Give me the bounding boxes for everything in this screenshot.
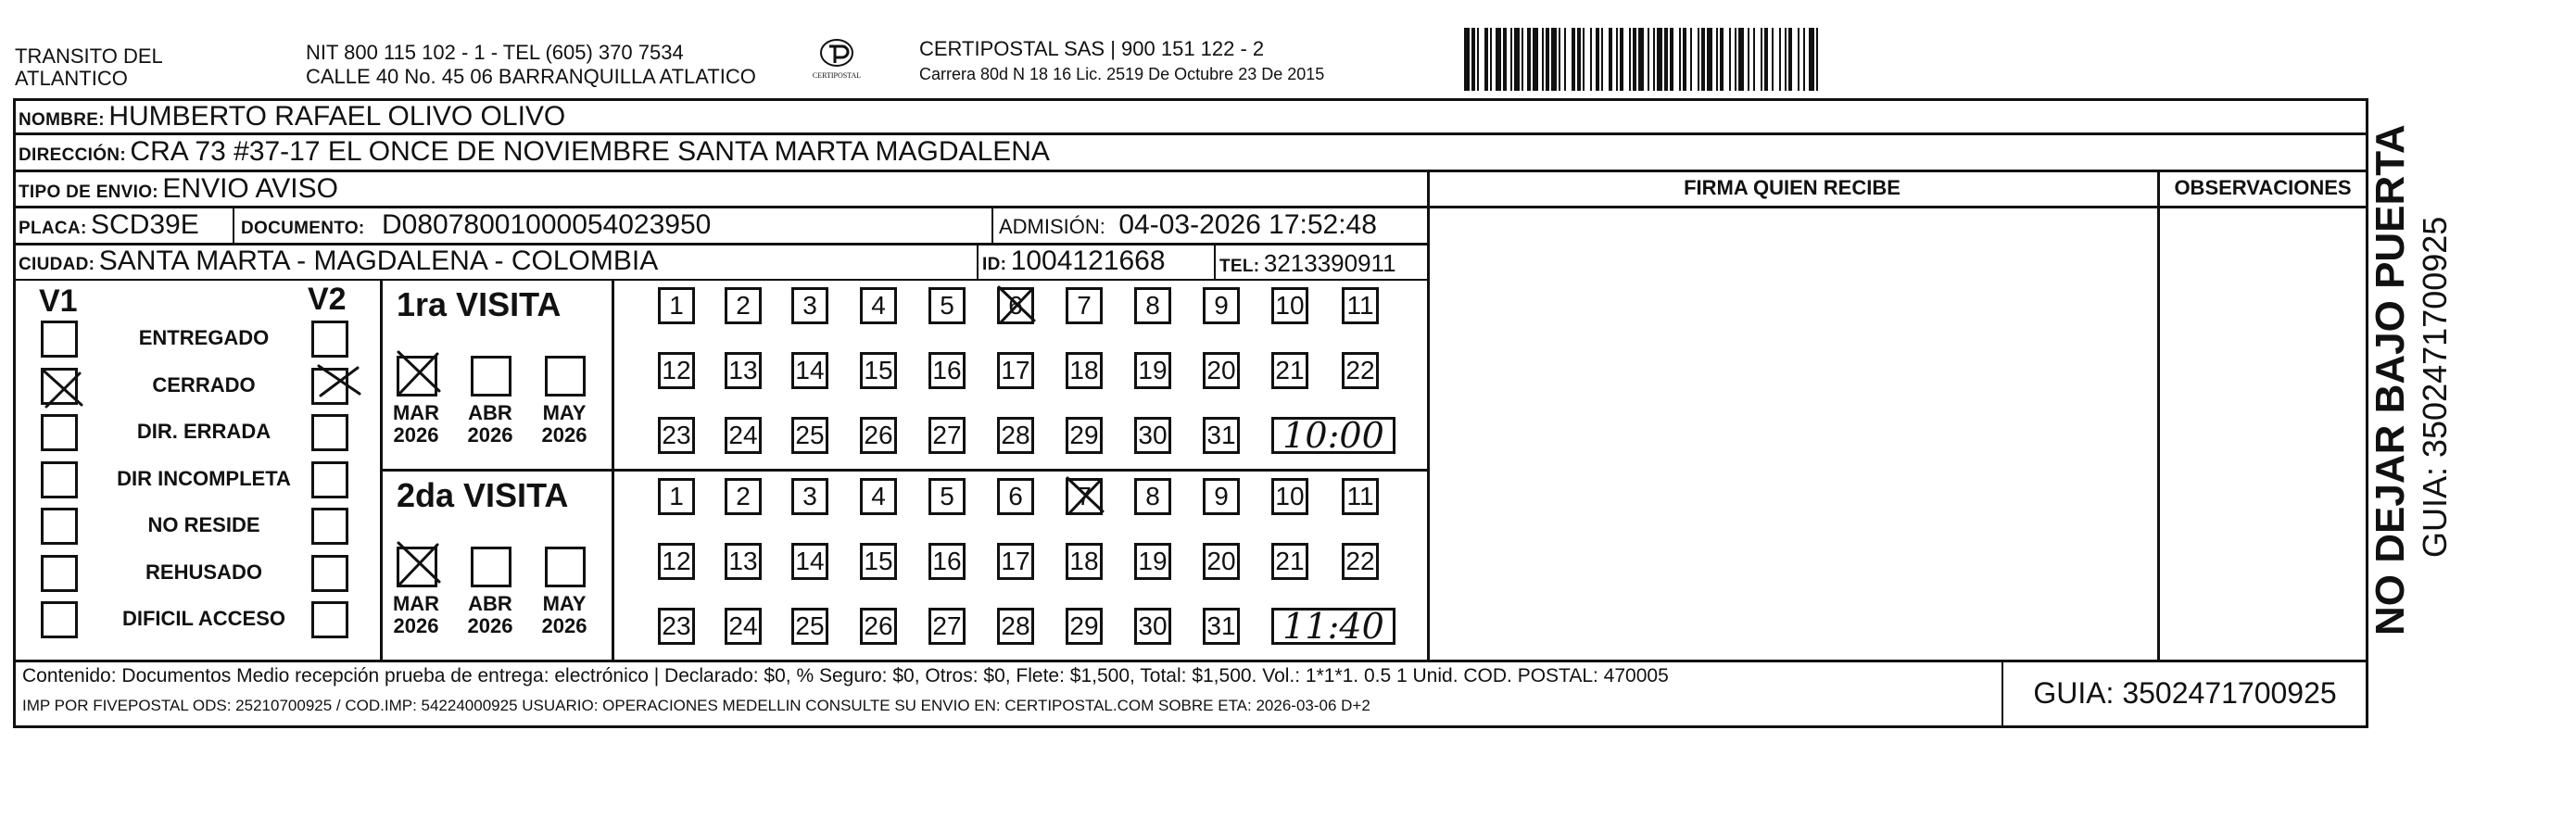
documento-row: [241, 208, 711, 246]
day-box-25[interactable]: 25: [791, 608, 828, 645]
barcode: [1464, 28, 1822, 91]
direccion-value: CRA 73 #37-17 EL ONCE DE NOVIEMBRE SANTA MARTA MAGDALENA: [130, 136, 1050, 167]
day-box-18[interactable]: 18: [1066, 543, 1103, 580]
day-box-30[interactable]: 30: [1134, 417, 1171, 454]
month-checkbox-abr[interactable]: [471, 547, 511, 587]
month-label: ABR 2026: [467, 401, 513, 447]
day-box-24[interactable]: 24: [725, 417, 762, 454]
v1-checkbox-entregado[interactable]: [41, 321, 78, 358]
day-box-26[interactable]: 26: [860, 417, 897, 454]
day-box-19[interactable]: 19: [1134, 352, 1171, 389]
status-label: NO RESIDE: [147, 513, 260, 536]
day-box-10[interactable]: 10: [1271, 287, 1308, 324]
logo-text: CERTIPOSTAL: [812, 71, 862, 80]
month-checkbox-mar[interactable]: [397, 547, 437, 587]
v1-checkbox-dir-errada[interactable]: [41, 414, 78, 451]
tipo-envio-value: ENVIO AVISO: [162, 173, 338, 204]
certipostal-logo: [804, 37, 869, 87]
day-box-3[interactable]: 3: [791, 287, 828, 324]
nombre-label: NOMBRE:: [19, 110, 105, 130]
day-box-6[interactable]: 6: [997, 287, 1034, 324]
month-label: ABR 2026: [467, 592, 513, 637]
day-box-17[interactable]: 17: [997, 352, 1034, 389]
status-label: ENTREGADO: [138, 326, 270, 349]
admision-label: ADMISIÓN:: [999, 215, 1105, 238]
v2-checkbox-dificil-acceso[interactable]: [311, 601, 348, 638]
nombre-value: HUMBERTO RAFAEL OLIVO OLIVO: [108, 101, 566, 132]
v1-checkbox-no-reside[interactable]: [41, 508, 78, 545]
id-label: ID:: [982, 255, 1007, 274]
month-label: MAY 2026: [541, 592, 587, 637]
observaciones-header: OBSERVACIONES: [2174, 176, 2352, 199]
license-line: Carrera 80d N 18 16 Lic. 2519 De Octubre 23 De 2015: [919, 65, 1325, 83]
day-box-28[interactable]: 28: [997, 608, 1034, 645]
day-box-5[interactable]: 5: [928, 287, 966, 324]
day-box-22[interactable]: 22: [1342, 352, 1379, 389]
org-name-line1: TRANSITO DEL: [15, 44, 163, 68]
visit-title: 1ra VISITA: [397, 285, 562, 323]
day-box-23[interactable]: 23: [658, 417, 695, 454]
status-label: DIR. ERRADA: [136, 420, 271, 443]
day-box-25[interactable]: 25: [791, 417, 828, 454]
day-box-1[interactable]: 1: [658, 478, 695, 515]
admision-row: [999, 208, 1377, 246]
day-box-13[interactable]: 13: [725, 543, 762, 580]
day-box-12[interactable]: 12: [658, 543, 695, 580]
day-box-22[interactable]: 22: [1342, 543, 1379, 580]
day-box-20[interactable]: 20: [1203, 543, 1240, 580]
side-guia: GUIA: 3502471700925: [2416, 216, 2454, 558]
day-box-21[interactable]: 21: [1271, 543, 1308, 580]
direccion-label: DIRECCIÓN:: [19, 145, 126, 165]
day-box-1[interactable]: 1: [658, 287, 695, 324]
admision-value: 04-03-2026 17:52:48: [1118, 209, 1377, 240]
nit-line: NIT 800 115 102 - 1 - TEL (605) 370 7534: [306, 41, 684, 64]
day-box-29[interactable]: 29: [1066, 417, 1103, 454]
status-label: DIR INCOMPLETA: [117, 466, 291, 490]
day-box-4[interactable]: 4: [860, 478, 897, 515]
day-box-2[interactable]: 2: [725, 287, 762, 324]
v1-checkbox-dir-incompleta[interactable]: [41, 461, 78, 498]
ciudad-label: CIUDAD:: [19, 255, 95, 274]
day-box-10[interactable]: 10: [1271, 478, 1308, 515]
day-box-19[interactable]: 19: [1134, 543, 1171, 580]
day-box-28[interactable]: 28: [997, 417, 1034, 454]
placa-label: PLACA:: [19, 219, 87, 238]
tipo-envio-row: [19, 172, 338, 210]
day-box-26[interactable]: 26: [860, 608, 897, 645]
ciudad-row: [19, 245, 658, 283]
status-label: CERRADO: [152, 372, 256, 397]
v2-checkbox-rehusado[interactable]: [311, 555, 348, 592]
v2-checkbox-no-reside[interactable]: [311, 508, 348, 545]
status-label: DIFICIL ACCESO: [121, 607, 285, 630]
placa-row: [19, 208, 199, 246]
v1-header: V1: [39, 283, 78, 319]
day-box-29[interactable]: 29: [1066, 608, 1103, 645]
day-box-9[interactable]: 9: [1203, 478, 1240, 515]
month-label: MAY 2026: [541, 401, 587, 447]
day-box-8[interactable]: 8: [1134, 287, 1171, 324]
day-box-18[interactable]: 18: [1066, 352, 1103, 389]
documento-value: D08078001000054023950: [382, 209, 712, 240]
day-box-11[interactable]: 11: [1342, 287, 1379, 324]
day-box-2[interactable]: 2: [725, 478, 762, 515]
v2-checkbox-dir-incompleta[interactable]: [311, 461, 348, 498]
tipo-envio-label: TIPO DE ENVIO:: [19, 183, 158, 202]
placa-value: SCD39E: [91, 209, 199, 240]
day-box-30[interactable]: 30: [1134, 608, 1171, 645]
v1-checkbox-rehusado[interactable]: [41, 555, 78, 592]
day-box-27[interactable]: 27: [928, 608, 966, 645]
day-box-15[interactable]: 15: [860, 352, 897, 389]
day-box-7[interactable]: 7: [1066, 478, 1103, 515]
side-warning: NO DEJAR BAJO PUERTA: [2368, 124, 2413, 636]
day-box-15[interactable]: 15: [860, 543, 897, 580]
month-label: MAR 2026: [392, 592, 440, 637]
tel-label: TEL:: [1219, 257, 1260, 276]
direccion-row: [19, 135, 1050, 173]
day-box-6[interactable]: 6: [997, 478, 1034, 515]
nombre-row: [19, 100, 565, 138]
month-label: MAR 2026: [392, 401, 440, 447]
day-box-11[interactable]: 11: [1342, 478, 1379, 515]
day-box-9[interactable]: 9: [1203, 287, 1240, 324]
month-checkbox-mar[interactable]: [397, 356, 437, 397]
v2-checkbox-cerrado[interactable]: [311, 368, 348, 405]
day-box-8[interactable]: 8: [1134, 478, 1171, 515]
v2-checkbox-entregado[interactable]: [311, 321, 348, 358]
day-box-31[interactable]: 31: [1203, 608, 1240, 645]
tel-value: 3213390911: [1263, 249, 1396, 277]
day-box-21[interactable]: 21: [1271, 352, 1308, 389]
visit-title: 2da VISITA: [397, 476, 569, 514]
day-box-14[interactable]: 14: [791, 543, 828, 580]
org-name-line2: ATLANTICO: [15, 67, 128, 90]
id-value: 1004121668: [1010, 246, 1166, 276]
time-box[interactable]: 11:40: [1271, 608, 1395, 645]
day-box-23[interactable]: 23: [658, 608, 695, 645]
month-checkbox-may[interactable]: [545, 547, 586, 587]
day-box-17[interactable]: 17: [997, 543, 1034, 580]
day-box-24[interactable]: 24: [725, 608, 762, 645]
v2-checkbox-dir-errada[interactable]: [311, 414, 348, 451]
day-box-5[interactable]: 5: [928, 478, 966, 515]
firma-header: FIRMA QUIEN RECIBE: [1684, 176, 1900, 199]
day-box-31[interactable]: 31: [1203, 417, 1240, 454]
time-box[interactable]: 10:00: [1271, 417, 1395, 454]
ciudad-value: SANTA MARTA - MAGDALENA - COLOMBIA: [98, 246, 659, 276]
day-box-13[interactable]: 13: [725, 352, 762, 389]
documento-label: DOCUMENTO:: [241, 219, 365, 238]
logo-icon: [818, 37, 855, 69]
status-label: REHUSADO: [145, 560, 262, 584]
v1-checkbox-cerrado[interactable]: [41, 368, 78, 405]
v2-header: V2: [308, 282, 347, 317]
day-box-7[interactable]: 7: [1066, 287, 1103, 324]
footer-imp-line: IMP POR FIVEPOSTAL ODS: 25210700925 / COD.IMP: 54224000925 USUARIO: OPERACIONES MEDELLIN CONSULTE SU ENVIO EN: CERTIPOSTAL.COM SOBRE ETA: 2026-03-06 D+2: [22, 697, 1370, 714]
v1-checkbox-dificil-acceso[interactable]: [41, 601, 78, 638]
day-box-27[interactable]: 27: [928, 417, 966, 454]
month-checkbox-abr[interactable]: [471, 356, 511, 397]
footer-content-line: Contenido: Documentos Medio recepción prueba de entrega: electrónico | Declarado: $0, % Seguro: $0, Otros: $0, Flete: $1,500, Total: $1,500. Vol.: 1*1*1. 0.5 1 Unid. COD. POSTAL: 470005: [22, 665, 1669, 686]
day-box-14[interactable]: 14: [791, 352, 828, 389]
day-box-16[interactable]: 16: [928, 352, 966, 389]
day-box-16[interactable]: 16: [928, 543, 966, 580]
day-box-12[interactable]: 12: [658, 352, 695, 389]
id-row: [982, 245, 1166, 283]
company-line: CERTIPOSTAL SAS | 900 151 122 - 2: [919, 37, 1265, 60]
footer-guia: GUIA: 3502471700925: [2033, 676, 2337, 710]
address-line: CALLE 40 No. 45 06 BARRANQUILLA ATLATICO: [306, 65, 756, 88]
tel-row: [1219, 246, 1396, 284]
month-checkbox-may[interactable]: [545, 356, 586, 397]
day-box-4[interactable]: 4: [860, 287, 897, 324]
day-box-20[interactable]: 20: [1203, 352, 1240, 389]
day-box-3[interactable]: 3: [791, 478, 828, 515]
